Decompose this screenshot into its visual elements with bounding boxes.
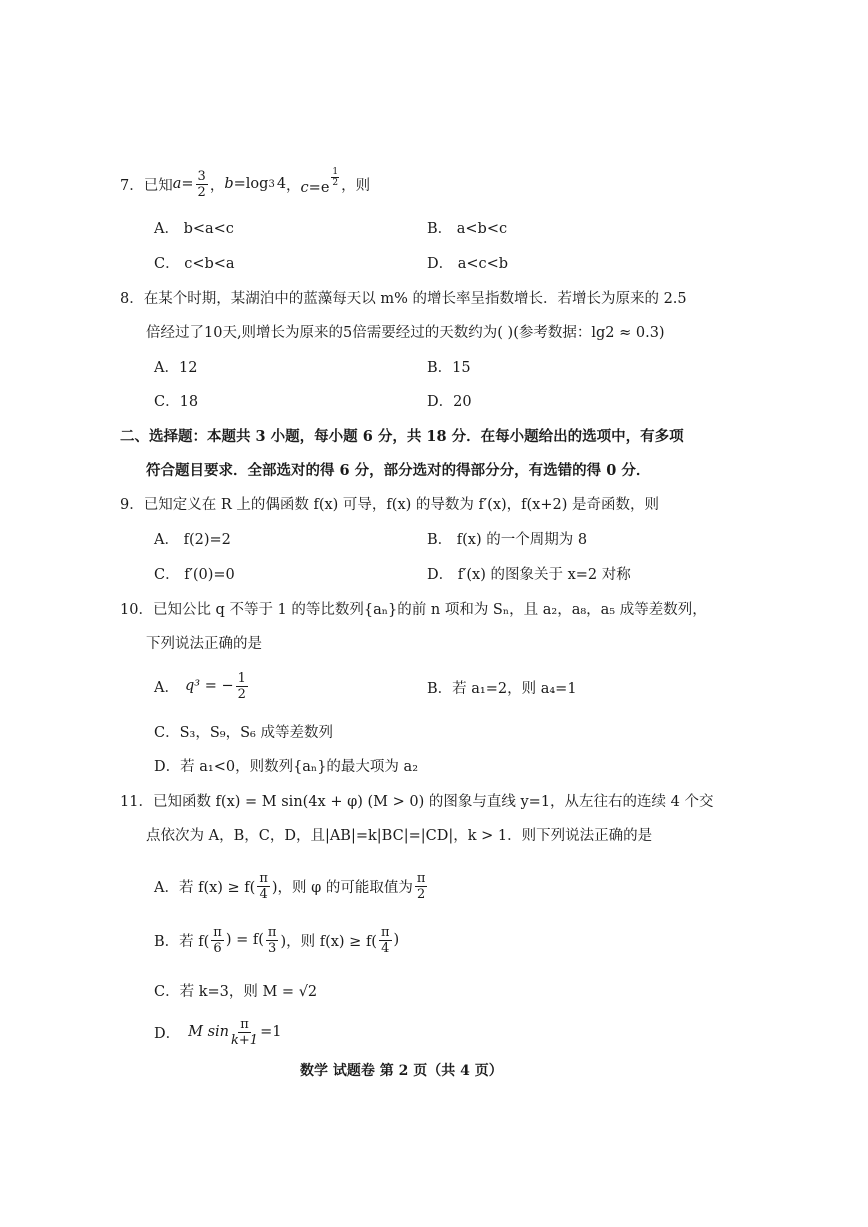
q11-b-frac1 [211, 926, 224, 955]
q9-option-b: B． f(x) 的一个周期为 8 [427, 532, 588, 548]
q11-b-frac2-num: π [267, 924, 277, 940]
q10-line2: 下列说法正确的是 [146, 636, 262, 652]
q11-b-frac3-den: 4 [381, 940, 390, 956]
q7-log-base: 3 [268, 178, 275, 190]
q7-number: 7．已知 [120, 177, 173, 194]
q7-fraction-a [196, 170, 208, 199]
q11-b-frac3 [379, 926, 392, 955]
q11-d-frac-den: k+1 [231, 1032, 259, 1048]
q11-a-frac2-num: π [416, 870, 426, 886]
q11-line2: 点依次为 A，B，C，D，且|AB|=k|BC|=|CD|，k > 1．则下列说法正确的是 [146, 828, 653, 844]
q7-fraction-den: 2 [197, 184, 206, 200]
q11-a-frac1 [257, 872, 270, 901]
q10-frac-num: 1 [237, 670, 246, 686]
q11-d-frac [231, 1018, 258, 1047]
q11-b-text4: ) [393, 932, 400, 948]
q7-stem [120, 166, 370, 202]
q7-var-b: b [224, 176, 234, 192]
q9-option-d: D． f′(x) 的图象关于 x=2 对称 [427, 567, 631, 583]
q11-d-eq: =1 [260, 1024, 282, 1040]
q7-exp-den: 2 [332, 178, 339, 188]
q8-option-c: C．18 [154, 394, 199, 410]
q7-log: =log [233, 176, 269, 192]
q11-a-frac2 [415, 872, 428, 901]
q10-option-c: C．S₃，S₉，S₆ 成等差数列 [154, 725, 333, 741]
q10-option-a [154, 666, 250, 706]
q7-option-b: B． a<b<c [427, 221, 508, 237]
q10-option-a-fraction [236, 672, 248, 701]
q11-option-c: C．若 k=3，则 M = √2 [154, 984, 318, 1000]
q9-option-c: C． f′(0)=0 [154, 567, 235, 583]
q8-option-a: A．12 [154, 360, 198, 376]
q10-line1: 10．已知公比 q 不等于 1 的等比数列{aₙ}的前 n 项和为 Sₙ，且 a₂，a₈，a₅ 成等差数列， [120, 602, 707, 618]
q11-option-d [154, 1010, 281, 1054]
q7-option-d: D． a<c<b [427, 256, 509, 272]
q10-frac-den: 2 [237, 686, 246, 702]
q7-exp-base: =e [308, 180, 330, 196]
q11-a-frac2-den: 2 [417, 886, 426, 902]
q11-a-frac1-den: 4 [259, 886, 268, 902]
q10-option-a-lhs: q³ = − [184, 678, 234, 694]
q11-a-frac1-num: π [259, 870, 268, 886]
q11-option-b [154, 918, 399, 962]
q8-option-d: D．20 [427, 394, 472, 410]
q7-var-c: c [300, 180, 309, 196]
q8-line2: 倍经过了10天,则增长为原来的5倍需要经过的天数约为( )(参考数据：lg2 ≈ 0.3) [146, 325, 665, 341]
q11-d-label: D． [154, 1025, 181, 1042]
q11-b-frac2 [266, 926, 279, 955]
q11-option-a [154, 864, 429, 908]
q11-d-frac-num: π [240, 1016, 249, 1032]
q11-b-frac2-den: 3 [268, 940, 277, 956]
q9-option-a: A． f(2)=2 [154, 532, 231, 548]
q10-option-a-label: A． [154, 679, 179, 696]
q11-b-frac1-num: π [213, 924, 222, 940]
q7-exponent [331, 168, 339, 188]
q7-eq: = [181, 176, 194, 192]
q11-a-text2: )，则 φ 的可能取值为 [271, 879, 413, 896]
q7-then: ，则 [341, 177, 371, 194]
q7-fraction-num: 3 [197, 168, 206, 184]
q7-option-a: A． b<a<c [154, 221, 234, 237]
q11-b-text1: B．若 f( [154, 933, 210, 950]
q7-exp-num: 1 [332, 167, 339, 177]
page-footer: 数学 试题卷 第 2 页（共 4 页） [300, 1063, 503, 1079]
q8-option-b: B．15 [427, 360, 471, 376]
q7-option-c: C． c<b<a [154, 256, 235, 272]
q7-comma2: ， [286, 177, 301, 194]
q11-d-msin: M sin [188, 1024, 230, 1040]
q11-b-frac3-num: π [380, 924, 390, 940]
q10-option-b: B．若 a₁=2，则 a₄=1 [427, 681, 577, 697]
section2-line2: 符合题目要求．全部选对的得 6 分，部分选对的得部分分，有选错的得 0 分． [146, 462, 651, 479]
q11-b-text3: )，则 f(x) ≥ f( [280, 933, 377, 950]
q9-stem: 9．已知定义在 R 上的偶函数 f(x) 可导，f(x) 的导数为 f′(x)，f(x+2) 是奇函数，则 [120, 497, 660, 513]
q11-b-frac1-den: 6 [213, 940, 222, 956]
q11-b-text2: ) = f( [225, 932, 264, 948]
q10-option-d: D．若 a₁<0，则数列{aₙ}的最大项为 a₂ [154, 759, 419, 775]
q11-a-text1: A．若 f(x) ≥ f( [154, 879, 256, 896]
q8-line1: 8．在某个时期，某湖泊中的蓝藻每天以 m% 的增长率呈指数增长．若增长为原来的 2.5 [120, 291, 687, 307]
section2-line1: 二、选择题：本题共 3 小题，每小题 6 分，共 18 分．在每小题给出的选项中，有多项 [120, 428, 684, 445]
q7-var-a: a [172, 176, 182, 192]
q7-log-arg: 4 [276, 176, 287, 192]
q7-comma: ， [209, 177, 225, 194]
q11-line1: 11．已知函数 f(x) = M sin(4x + φ) (M > 0) 的图象与直线 y=1，从左往右的连续 4 个交 [120, 794, 714, 810]
